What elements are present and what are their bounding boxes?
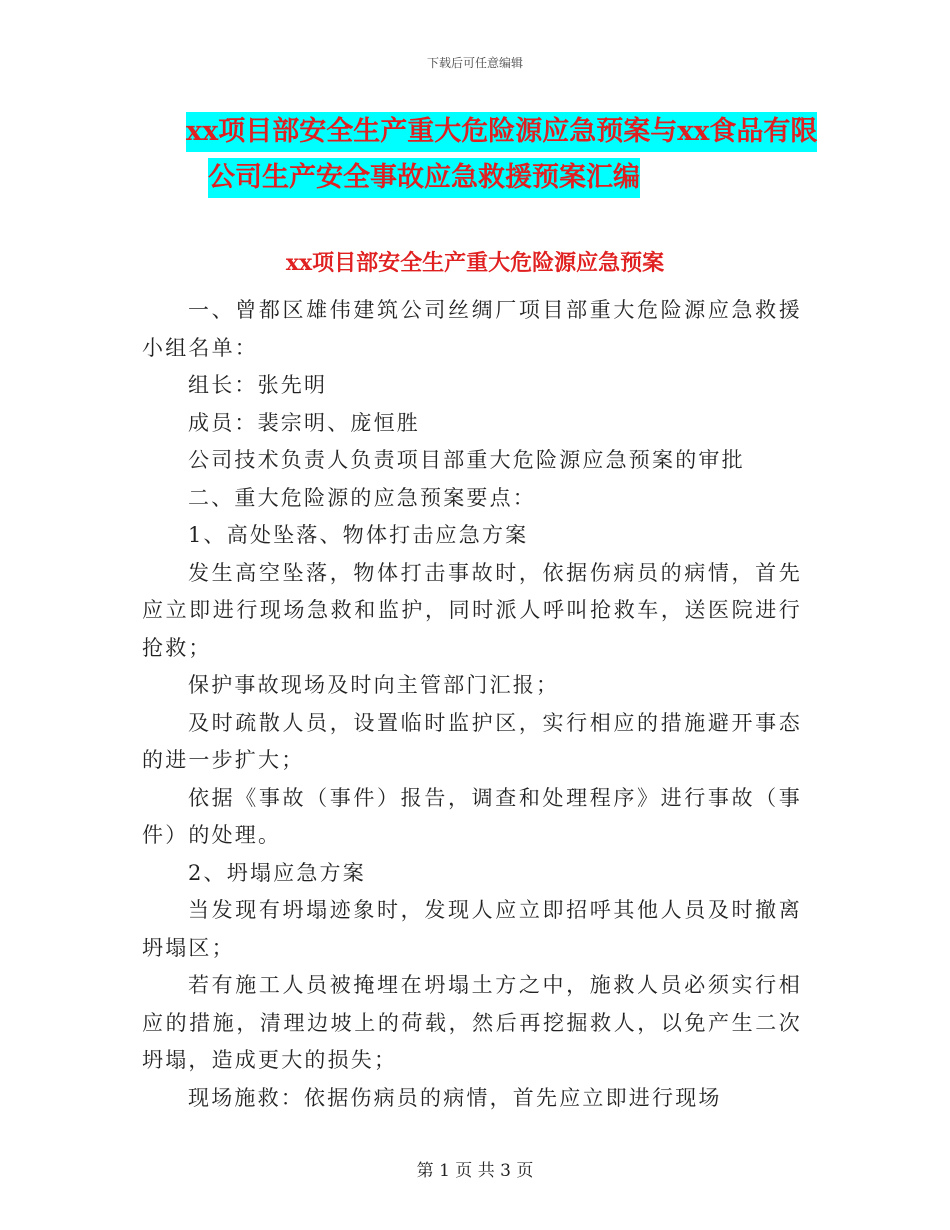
paragraph: 及时疏散人员，设置临时监护区，实行相应的措施避开事态的进一步扩大； — [142, 710, 802, 772]
section-title: xx项目部安全生产重大危险源应急预案 — [285, 250, 665, 276]
paragraph: 一、曾都区雄伟建筑公司丝绸厂项目部重大危险源应急救援小组名单： — [142, 298, 802, 360]
document-title — [0, 112, 950, 198]
paragraph: 若有施工人员被掩埋在坍塌土方之中，施救人员必须实行相应的措施，清理边坡上的荷载，然后再挖掘救人，以免产生二次坍塌，造成更大的损失； — [142, 973, 802, 1072]
paragraph: 二、重大危险源的应急预案要点： — [188, 485, 536, 510]
paragraph: 成员：裴宗明、庞恒胜 — [188, 410, 420, 435]
page-header: 下载后可任意编辑 — [426, 56, 523, 70]
page-number-footer: 第 1 页 共 3 页 — [416, 1161, 534, 1181]
paragraph: 公司技术负责人负责项目部重大危险源应急预案的审批 — [188, 448, 745, 472]
paragraph: 2、坍塌应急方案 — [188, 860, 366, 885]
paragraph: 保护事故现场及时向主管部门汇报； — [188, 673, 560, 697]
paragraph: 依据《事故（事件）报告，调查和处理程序》进行事故（事件）的处理。 — [142, 785, 802, 847]
paragraph: 1、高处坠落、物体打击应急方案 — [188, 523, 529, 547]
paragraph: 现场施救：依据伤病员的病情，首先应立即进行现场 — [188, 1085, 722, 1110]
document-body — [142, 292, 802, 1117]
paragraph: 组长：张先明 — [188, 373, 328, 397]
paragraph: 当发现有坍塌迹象时，发现人应立即招呼其他人员及时撤离坍塌区； — [142, 898, 802, 960]
paragraph: 发生高空坠落，物体打击事故时，依据伤病员的病情，首先应立即进行现场急救和监护，同时派人呼叫抢救车，送医院进行抢救； — [142, 560, 802, 660]
title-line-2: 公司生产安全事故应急救援预案汇编 — [208, 158, 640, 198]
title-line-1: xx项目部安全生产重大危险源应急预案与xx食品有限 — [186, 112, 817, 152]
